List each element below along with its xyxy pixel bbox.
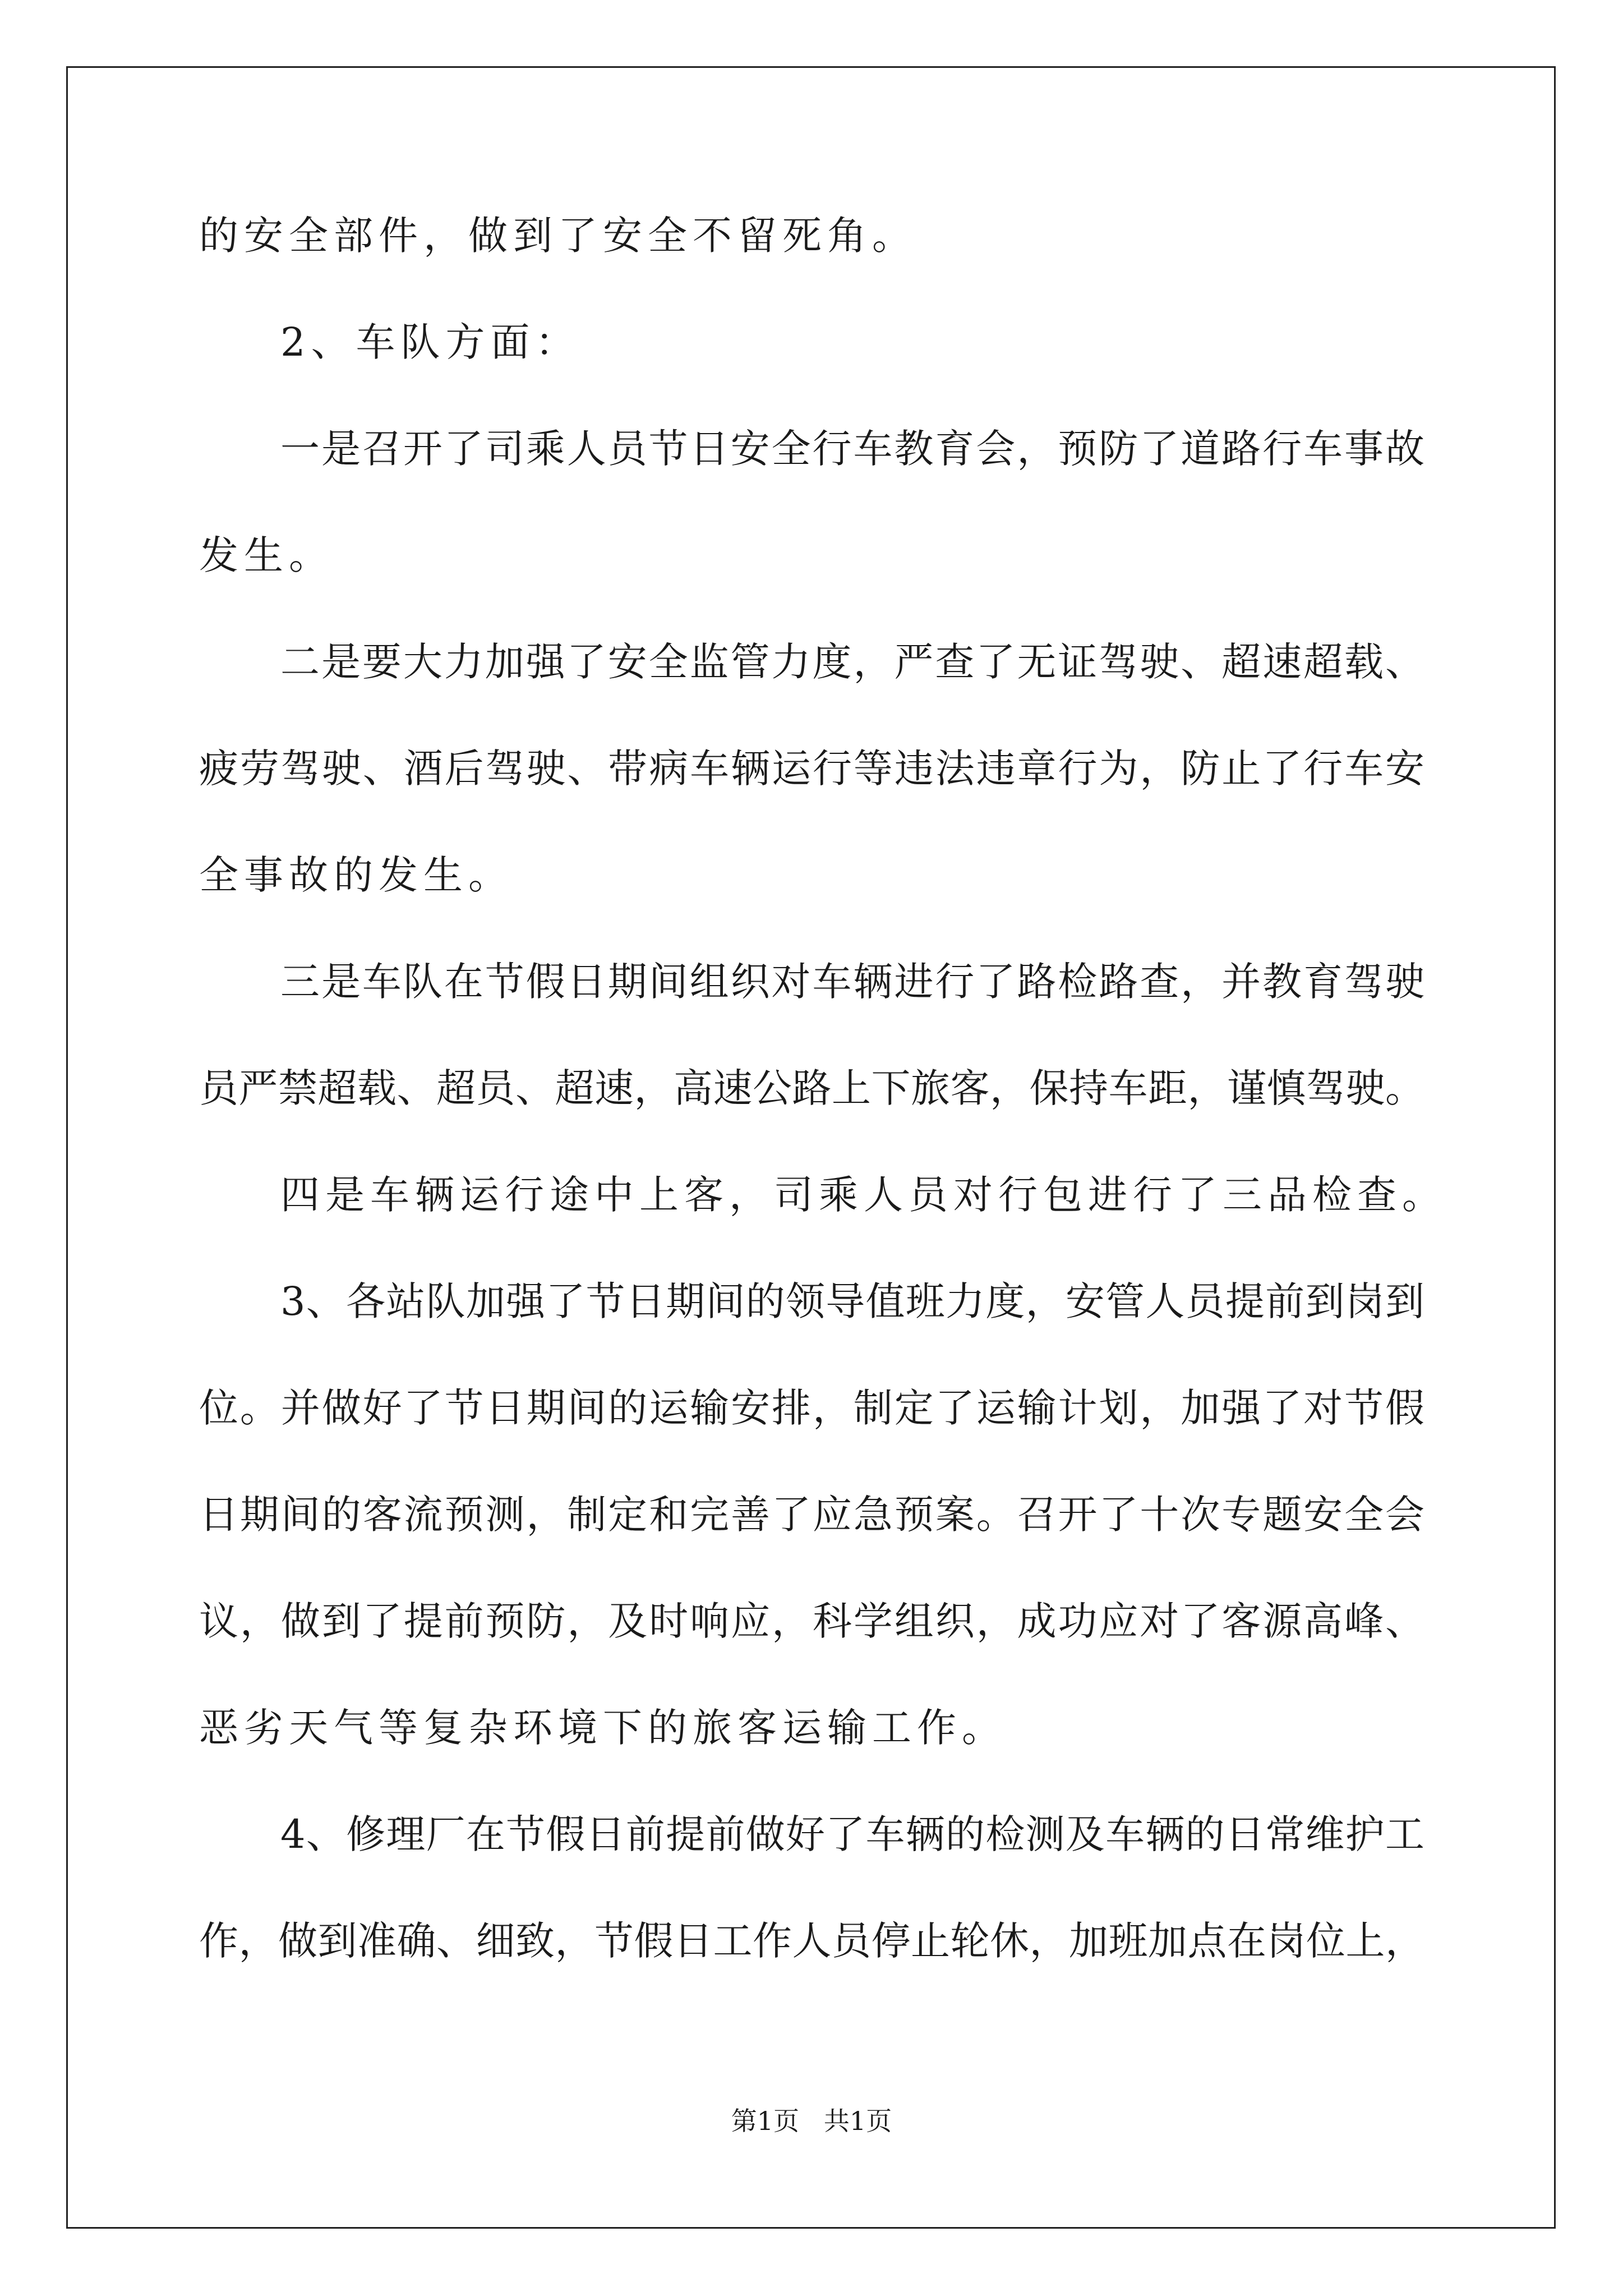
- page-number: 第1页 共1页: [731, 2106, 892, 2136]
- text-line: 发生。: [199, 532, 334, 578]
- text-line: 议，做到了提前预防，及时响应，科学组织，成功应对了客源高峰、: [199, 1598, 1424, 1644]
- text-line: 作，做到准确、细致，节假日工作人员停止轮休，加班加点在岗位上，: [199, 1918, 1424, 1964]
- text-line: 员严禁超载、超员、超速，高速公路上下旅客，保持车距，谨慎驾驶。: [199, 1065, 1424, 1111]
- text-line: 4、修理厂在节假日前提前做好了车辆的检测及车辆的日常维护工: [280, 1811, 1424, 1857]
- text-line: 疲劳驾驶、酒后驾驶、带病车辆运行等违法违章行为，防止了行车安: [199, 746, 1424, 792]
- text-line: 恶劣天气等复杂环境下的旅客运输工作。: [199, 1705, 1007, 1751]
- text-line: 全事故的发生。: [199, 852, 513, 898]
- page-border: [66, 66, 1556, 2229]
- text-line: 3、各站队加强了节日期间的领导值班力度，安管人员提前到岗到: [280, 1278, 1424, 1324]
- text-line: 的安全部件，做到了安全不留死角。: [199, 213, 917, 259]
- text-line: 位。并做好了节日期间的运输安排，制定了运输计划，加强了对节假: [199, 1385, 1424, 1431]
- section-heading: 2、车队方面：: [280, 319, 580, 365]
- text-line: 日期间的客流预测，制定和完善了应急预案。召开了十次专题安全会: [199, 1492, 1424, 1538]
- text-line: 二是要大力加强了安全监管力度，严查了无证驾驶、超速超载、: [280, 639, 1424, 685]
- text-line: 一是召开了司乘人员节日安全行车教育会，预防了道路行车事故: [280, 426, 1424, 472]
- text-line: 四是车辆运行途中上客，司乘人员对行包进行了三品检查。: [280, 1172, 1447, 1218]
- text-line: 三是车队在节假日期间组织对车辆进行了路检路查，并教育驾驶: [280, 959, 1424, 1005]
